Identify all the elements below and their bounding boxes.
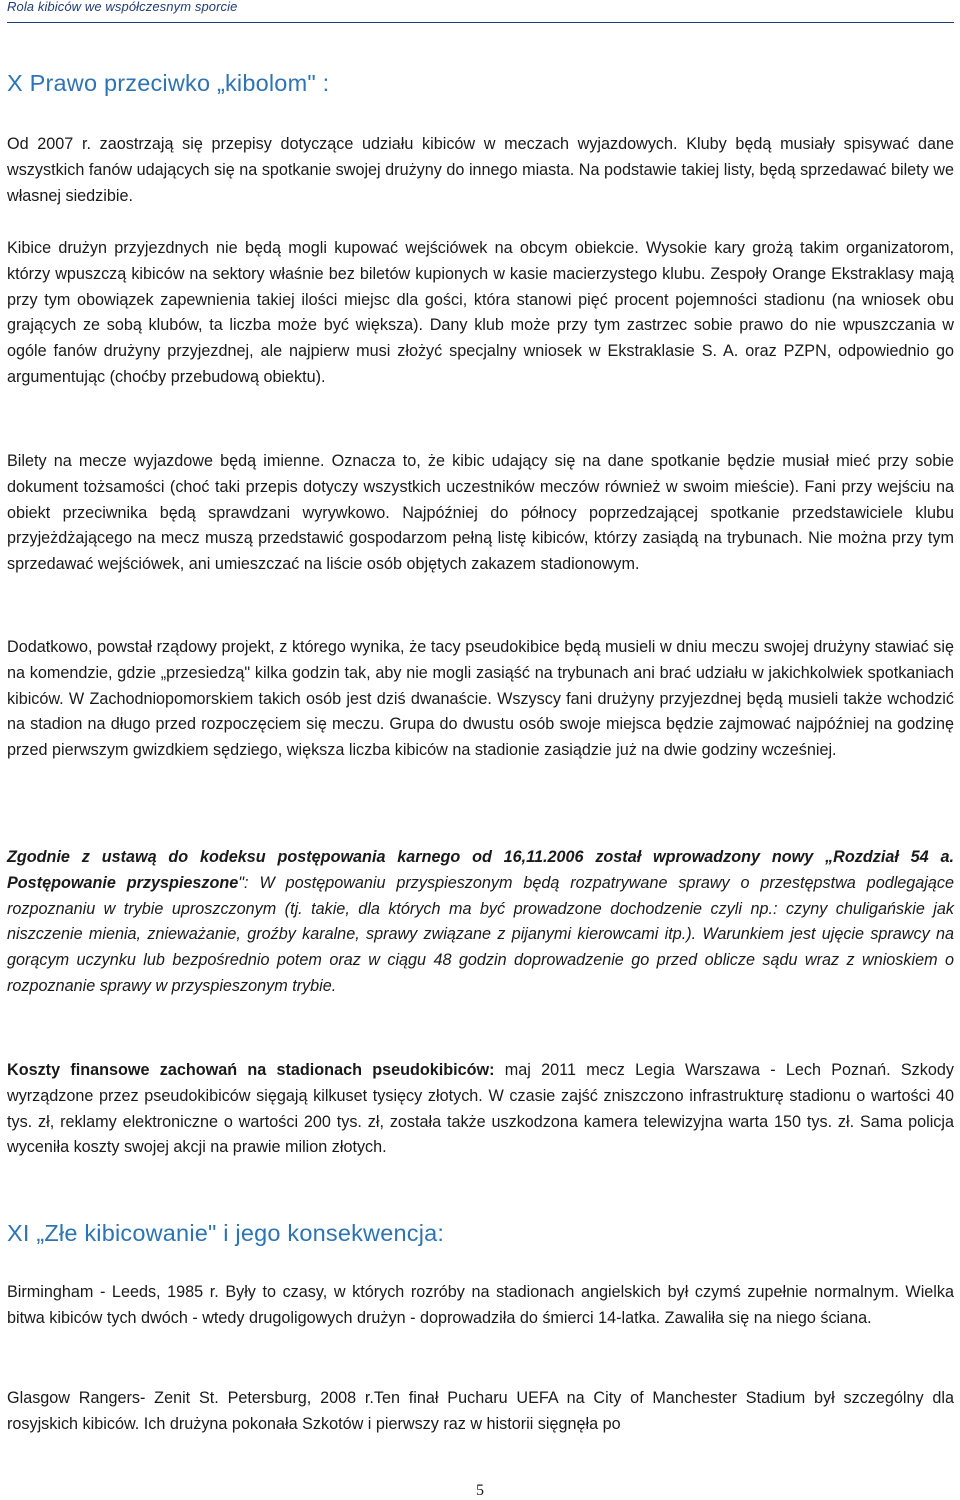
paragraph-x-5 xyxy=(7,845,954,1000)
paragraph-x-4: Dodatkowo, powstał rządowy projekt, z którego wynika, że tacy pseudokibice będą musieli w dniu meczu swojej drużyny stawiać się na komendzie, gdzie „przesiedzą" kilka godzin tak, aby nie mogli zasiąść na trybunach ani brać udziału w jakichkolwiek spotkaniach kibiców. W Zachodniopomorskiem takich osób jest dziś dwanaście. Wszyscy fani drużyny przyjezdnej będą musieli także wchodzić na stadion na długo przed rozpoczęciem się meczu. Grupa do dwustu osób swoje miejsca będzie zajmować najpóźniej na godzinę przed pierwszym gwizdkiem sędziego, większa liczba kibiców na stadionie zasiądzie już na dwie godziny wcześniej. xyxy=(7,638,954,760)
section-x-heading: X Prawo przeciwko „kibolom" : xyxy=(7,70,330,96)
header-divider xyxy=(7,22,954,23)
paragraph-xi-2: Glasgow Rangers- Zenit St. Petersburg, 2008 r.Ten finał Pucharu UEFA na City of Manchester Stadium był szczególny dla rosyjskich kibiców. Ich drużyna pokonała Szkotów i pierwszy raz w historii sięgnęła po xyxy=(7,1389,954,1433)
paragraph-x-6 xyxy=(7,1058,954,1161)
paragraph-x-3: Bilety na mecze wyjazdowe będą imienne. Oznacza to, że kibic udający się na dane spotkanie będzie musiał mieć przy sobie dokument tożsamości (choć taki przepis dotyczy wszystkich uczestników meczów również w swoim mieście). Fani przy wejściu na obiekt przeciwnika będą sprawdzani wyrywkowo. Najpóźniej do północy poprzedzającej spotkanie przedstawiciele klubu przyjeżdżającego na mecz muszą przedstawić gospodarzom pełną listę kibiców, którzy zasiądą na trybunach. Nie można przy tym sprzedawać wejściówek, ani umieszczać na liście osób objętych zakazem stadionowym. xyxy=(7,452,954,574)
paragraph-x-5-rest: ": W postępowaniu przyspieszonym będą rozpatrywane sprawy o przestępstwa podlegające rozpoznaniu w trybie uproszczonym (tj. takie, dla których ma być prowadzone dochodzenie czyli np.: czyny chuligańskie jak niszczenie mienia, znieważanie, groźby karalne, sprawy związane z pijanymi kierowcami itp.). Warunkiem jest ujęcie sprawcy na gorącym uczynku lub bezpośrednio potem oraz w ciągu 48 godzin doprowadzenie go przed oblicze sądu wraz z wnioskiem o rozpoznanie sprawy w przyspieszonym trybie. xyxy=(7,873,954,995)
paragraph-x-6-rest: maj 2011 mecz Legia Warszawa - Lech Poznań. Szkody wyrządzone przez pseudokibiców sięgają kilkuset tysięcy złotych. W czasie zajść zniszczono infrastrukturę stadionu o wartości 40 tys. zł, reklamy elektroniczne o wartości 200 tys. zł, została także uszkodzona kamera telewizyjna warta 150 tys. zł. Sama policja wyceniła koszty swojej akcji na prawie milion złotych. xyxy=(7,1061,954,1157)
paragraph-xi-1: Birmingham - Leeds, 1985 r. Były to czasy, w których rozróby na stadionach angielskich był czymś zupełnie normalnym. Wielka bitwa kibiców tych dwóch - wtedy drugoligowych drużyn - doprowadziła do śmierci 14-latka. Zawaliła się na niego ściana. xyxy=(7,1283,954,1327)
paragraph-x-1: Od 2007 r. zaostrzają się przepisy dotyczące udziału kibiców w meczach wyjazdowych. Kluby będą musiały spisywać dane wszystkich fanów udających się na spotkanie swojej drużyny do innego miasta. Na podstawie takiej listy, będą sprzedawać bilety we własnej siedzibie. xyxy=(7,135,954,205)
section-xi-heading: XI „Złe kibicowanie" i jego konsekwencja: xyxy=(7,1220,445,1246)
paragraph-x-5-bold: Zgodnie z ustawą do kodeksu postępowania karnego od 16,11.2006 został wprowadzony nowy „Rozdział 54 a. Postępowanie przyspieszone xyxy=(7,848,954,892)
running-header: Rola kibiców we współczesnym sporcie xyxy=(7,0,238,14)
paragraph-x-2: Kibice drużyn przyjezdnych nie będą mogli kupować wejściówek na obcym obiekcie. Wysokie kary grożą takim organizatorom, którzy wpuszczą kibiców na sektory właśnie bez biletów kupionych w kasie macierzystego klubu. Zespoły Orange Ekstraklasy mają przy tym obowiązek zapewnienia takiej ilości miejsc dla gości, która stanowi pięć procent pojemności stadionu (na wniosek obu grających ze sobą klubów, ta liczba może być większa). Dany klub może przy tym zastrzec sobie prawo do nie wpuszczania w ogóle fanów drużyny przyjezdnej, ale najpierw musi złożyć specjalny wniosek w Ekstraklasie S. A. oraz PZPN, odpowiednio go argumentując (choćby przebudową obiektu). xyxy=(7,239,954,386)
page-number: 5 xyxy=(476,1482,484,1499)
paragraph-x-6-bold: Koszty finansowe zachowań na stadionach pseudokibiców: xyxy=(7,1061,495,1079)
